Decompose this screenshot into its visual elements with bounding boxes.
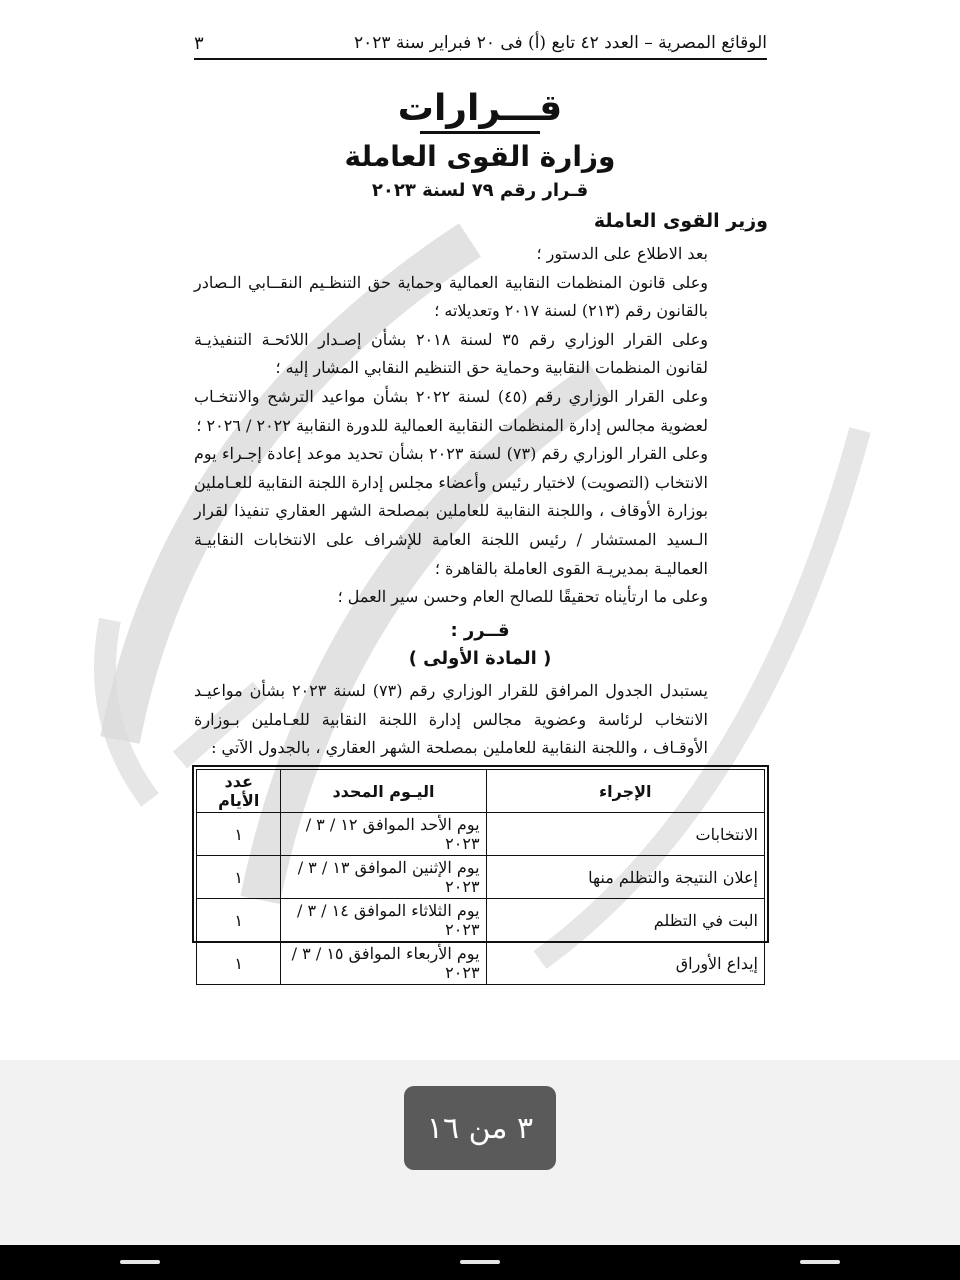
ministry-name: وزارة القوى العاملة	[344, 140, 616, 173]
page-number: ٣	[194, 32, 204, 54]
date-cell: يوم الثلاثاء الموافق ١٤ / ٣ / ٢٠٢٣	[281, 899, 486, 942]
date-cell: يوم الأربعاء الموافق ١٥ / ٣ / ٢٠٢٣	[281, 942, 486, 985]
column-header-date: اليـوم المحدد	[281, 770, 486, 813]
preamble-paragraph: وعلى القرار الوزاري رقم ٣٥ لسنة ٢٠١٨ بشأن إصـدار اللائحـة التنفيذيـة لقانون المنظمات النقابية وحماية حق التنظيم النقابي المشار إليه ؛	[194, 329, 708, 378]
table-row	[197, 856, 765, 899]
preamble-paragraph: وعلى ما ارتأيناه تحقيقًا للصالح العام وحسن سير العمل ؛	[337, 587, 708, 607]
days-cell: ١	[197, 856, 281, 899]
table-row	[197, 813, 765, 856]
preamble-paragraph: وعلى قانون المنظمات النقابية العمالية وحماية حق التنظـيم النقــابي الـصادر بالقانون رقم (٢١٣) لسنة ٢٠١٧ وتعديلاته ؛	[194, 272, 708, 321]
schedule-table	[196, 769, 765, 985]
table-row	[197, 942, 765, 985]
days-cell: ١	[197, 899, 281, 942]
preamble-paragraph: بعد الاطلاع على الدستور ؛	[536, 244, 708, 263]
title-underline	[420, 131, 540, 134]
preamble-paragraph: وعلى القرار الوزاري رقم (٧٣) لسنة ٢٠٢٣ بشأن تحديد موعد إعادة إجـراء يوم الانتخاب (التصويت) لاختيار رئيس وأعضاء مجلس إدارة اللجنة النقابية للعـاملين بوزارة الأوقاف ، واللجنة النقابية للعاملين بمصلحة الشهر العقاري تنفيذا لقرار الـسيد المستشار / رئيس اللجنة العامة للإشراف على الانتخابات النقابيـة العماليـة بمديريـة القوى العاملة بالقاهرة ؛	[194, 444, 709, 578]
home-button[interactable]	[460, 1260, 500, 1264]
back-button[interactable]	[800, 1260, 840, 1264]
section-title: قـــرارات	[397, 88, 563, 129]
column-header-procedure: الإجراء	[486, 770, 764, 813]
issuer-title: وزير القوى العاملة	[593, 210, 768, 232]
column-header-days: عدد الأيام	[197, 770, 281, 813]
page-indicator[interactable]: ٣ من ١٦	[404, 1086, 556, 1170]
table-header-row	[197, 770, 765, 813]
procedure-cell: إيداع الأوراق	[486, 942, 764, 985]
publication-title: الوقائع المصرية – العدد ٤٢ تابع (أ) فى ٢٠ فبراير سنة ٢٠٢٣	[353, 33, 767, 53]
days-cell: ١	[197, 813, 281, 856]
article-title: ( المادة الأولى )	[408, 648, 552, 669]
schedule-table-frame	[192, 765, 769, 982]
procedure-cell: البت في التظلم	[486, 899, 764, 942]
article-paragraph: يستبدل الجدول المرافق للقرار الوزاري رقم (٧٣) لسنة ٢٠٢٣ بشأن مواعيـد الانتخاب لرئاسة وعضوية مجالس إدارة اللجنة النقابية للعـاملين بـوزارة الأوقـاف ، واللجنة النقابية للعاملين بمصلحة الشهر العقاري ، بالجدول الآتي :	[194, 681, 708, 758]
procedure-cell: إعلان النتيجة والتظلم منها	[486, 856, 764, 899]
preamble-paragraph: وعلى القرار الوزاري رقم (٤٥) لسنة ٢٠٢٢ بشأن مواعيد الترشح والانتخـاب لعضوية مجالس إدارة المنظمات النقابية العمالية للدورة النقابية ٢٠٢٢ / ٢٠٢٦ ؛	[194, 386, 708, 435]
days-cell: ١	[197, 942, 281, 985]
recent-apps-button[interactable]	[120, 1260, 160, 1264]
article-text	[194, 677, 768, 763]
date-cell: يوم الأحد الموافق ١٢ / ٣ / ٢٠٢٣	[281, 813, 486, 856]
decision-label: قــرر :	[450, 620, 510, 641]
running-header	[194, 28, 767, 60]
date-cell: يوم الإثنين الموافق ١٣ / ٣ / ٢٠٢٣	[281, 856, 486, 899]
preamble	[194, 240, 768, 612]
table-row	[197, 899, 765, 942]
procedure-cell: الانتخابات	[486, 813, 764, 856]
decree-number: قـرار رقم ٧٩ لسنة ٢٠٢٣	[371, 180, 589, 201]
